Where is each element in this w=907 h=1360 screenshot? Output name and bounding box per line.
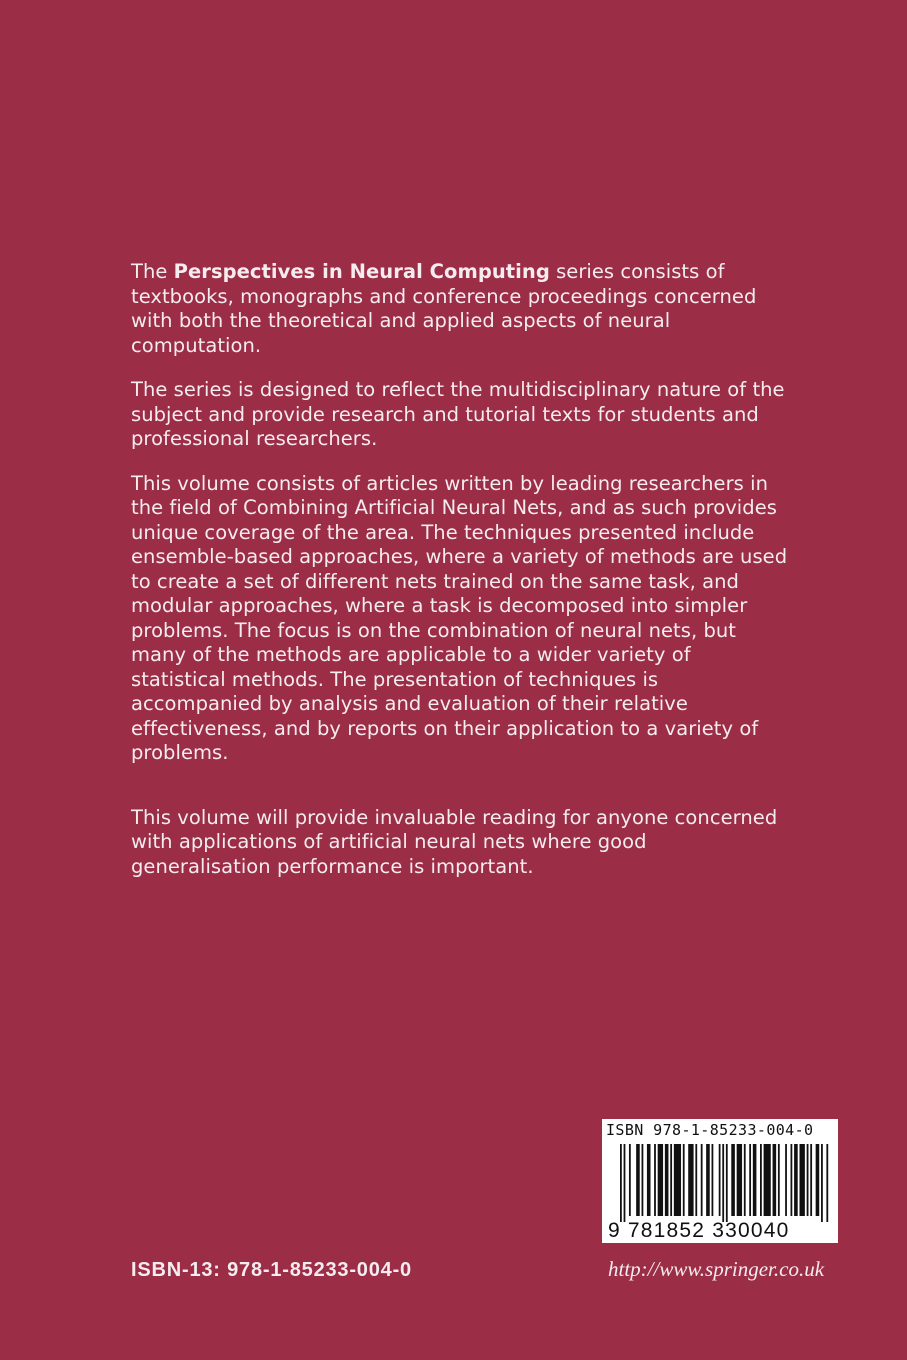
publisher-url[interactable]: http://www.springer.co.uk xyxy=(608,1257,825,1281)
barcode-bar xyxy=(791,1144,793,1216)
barcode-bar xyxy=(719,1144,721,1216)
barcode-bar xyxy=(670,1144,672,1216)
barcode-bar xyxy=(665,1144,669,1216)
barcode-bar xyxy=(737,1144,742,1216)
barcode-bar xyxy=(816,1144,820,1216)
isbn13-label: ISBN-13: 978-1-85233-004-0 xyxy=(131,1259,412,1281)
barcode-bar xyxy=(674,1144,681,1216)
barcode-bar xyxy=(821,1144,823,1222)
series-name: Perspectives in Neural Computing xyxy=(173,260,550,283)
barcode-bar xyxy=(731,1144,735,1216)
blurb-series-description: series consists of textbooks, monographs and conference proceedings concerned with both the theoretical and applied aspects of neural computation. xyxy=(131,260,757,357)
barcode-bar xyxy=(688,1144,693,1216)
barcode-bar xyxy=(658,1144,663,1216)
isbn-barcode xyxy=(602,1119,838,1243)
barcode-bar xyxy=(722,1144,724,1222)
barcode-bar xyxy=(794,1144,798,1216)
blurb-paragraph-audience: This volume will provide invaluable reading for anyone concerned with applications of artificial neural nets where good generalisation performance is important. xyxy=(131,805,778,878)
barcode-bar xyxy=(624,1144,626,1222)
blurb-paragraph-design: The series is designed to reflect the multidisciplinary nature of the subject and provide research and tutorial texts for students and professional researchers. xyxy=(131,378,785,450)
barcode-bar xyxy=(764,1144,771,1216)
barcode-bar xyxy=(701,1144,703,1216)
barcode-bar xyxy=(778,1144,780,1216)
barcode-bar xyxy=(726,1144,728,1222)
barcode-bar xyxy=(620,1144,622,1222)
barcode-bar xyxy=(642,1144,644,1216)
back-cover-blurb xyxy=(131,260,791,899)
barcode-bar xyxy=(799,1144,804,1216)
barcode-bar xyxy=(744,1144,746,1216)
barcode-digits: 9 781852 330040 xyxy=(608,1219,790,1242)
blurb-paragraph-series xyxy=(131,260,791,358)
barcode-bar xyxy=(712,1144,714,1216)
barcode-bar xyxy=(636,1144,640,1216)
barcode-bar xyxy=(760,1144,762,1216)
barcode-bar xyxy=(785,1144,787,1216)
barcode-bars xyxy=(620,1144,830,1222)
blurb-paragraph-volume: This volume consists of articles written by leading researchers in the field of Combining Artificial Neural Nets, and as such provides unique coverage of the area. The techniques presented include ensemble-based approaches, where a variety of methods are used to create a set of different nets trained on the same task, and modular approaches, where a task is decomposed into simpler problems. The focus is on the combination of neural nets, but many of the methods are applicable to a wider variety of statistical methods. The presentation of techniques is accompanied by analysis and evaluation of their relative effectiveness, and by reports on their application to a variety of problems. xyxy=(131,471,788,764)
barcode-bar xyxy=(654,1144,656,1216)
barcode-bar xyxy=(749,1144,751,1216)
barcode-bar xyxy=(826,1144,828,1222)
blurb-intro: The xyxy=(131,260,174,283)
barcode-bar xyxy=(695,1144,697,1216)
barcode-bar xyxy=(647,1144,651,1216)
barcode-bar xyxy=(706,1144,710,1216)
barcode-bar xyxy=(683,1144,685,1216)
barcode-bar xyxy=(810,1144,812,1216)
barcode-bar xyxy=(773,1144,777,1216)
barcode-isbn-label: ISBN 978-1-85233-004-0 xyxy=(606,1121,814,1139)
barcode-bar xyxy=(629,1144,631,1216)
barcode-bar xyxy=(807,1144,809,1216)
barcode-bar xyxy=(753,1144,757,1216)
